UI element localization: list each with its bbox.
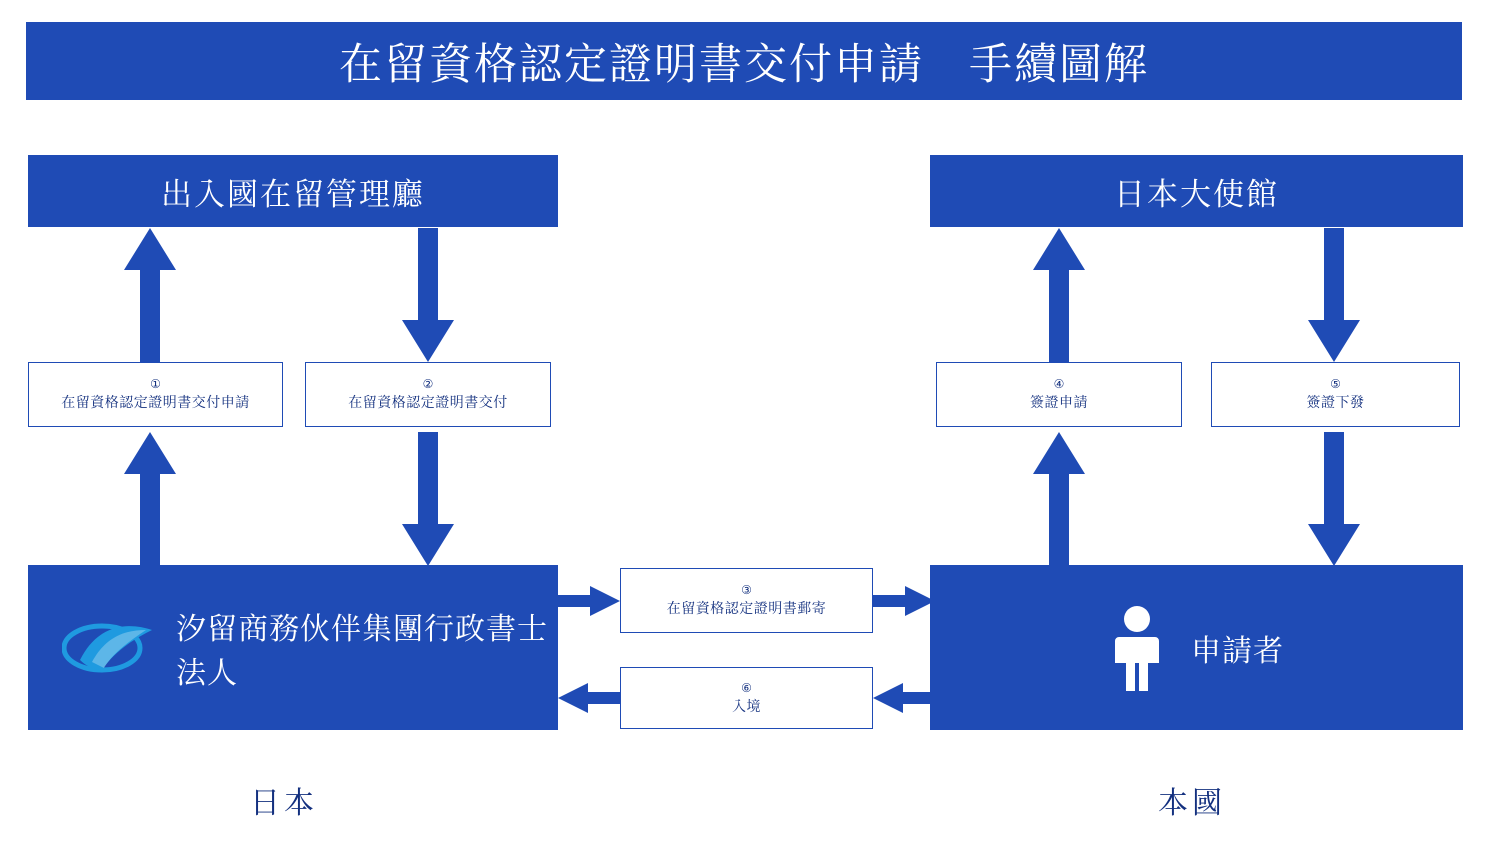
step-number: ④ [1053,377,1065,391]
step-box-6 [620,667,873,729]
step-label: 在留資格認定證明書交付申請 [61,394,250,410]
country-label-japan: 日本 [250,787,318,820]
entity-box-applicant [930,565,1463,730]
step-label: 簽證申請 [1030,394,1088,410]
person-icon [1109,605,1165,691]
swoosh-logo-icon [62,618,158,678]
arrow-step6-to-firm [558,683,620,713]
arrow-step5-to-applicant [1308,432,1360,566]
step-label: 簽證下發 [1306,394,1365,410]
org-label-immigration: 出入國在留管理廳 [161,176,425,212]
org-box-embassy [930,155,1463,227]
entity-label-applicant: 申請者 [1191,634,1284,668]
step-label: 在留資格認定證明書郵寄 [666,600,827,616]
step-number: ⑤ [1330,377,1341,391]
step-number: ② [422,377,434,391]
entity-box-firm [28,565,558,730]
step-label: 入境 [732,697,761,714]
page-title: 在留資格認定證明書交付申請 手續圖解 [339,40,1149,89]
arrow-applicant-to-step4 [1033,432,1085,566]
step-box-2 [305,362,551,427]
step-number: ③ [741,583,752,597]
step-number: ⑥ [741,680,752,695]
step-label: 在留資格認定證明書交付 [348,394,508,410]
org-box-immigration [28,155,558,227]
step-box-5 [1211,362,1460,427]
org-label-embassy: 日本大使館 [1114,176,1279,212]
step-number: ① [150,377,161,391]
arrow-step1-to-immigration [124,228,176,362]
page-title-banner [26,22,1462,100]
arrow-immigration-to-step2 [402,228,454,362]
entity-label-firm: 汐留商務伙伴集團行政書士法人 [176,612,548,690]
step-box-3 [620,568,873,633]
step-box-1 [28,362,283,427]
arrow-step4-to-embassy [1033,228,1085,362]
arrow-embassy-to-step5 [1308,228,1360,362]
step-box-4 [936,362,1182,427]
arrow-step2-to-firm [402,432,454,566]
arrow-step3-to-applicant [873,586,935,616]
arrow-applicant-to-step6 [873,683,935,713]
country-label-home: 本國 [1158,787,1226,820]
arrow-firm-to-step3 [558,586,620,616]
arrow-firm-to-step1 [124,432,176,566]
